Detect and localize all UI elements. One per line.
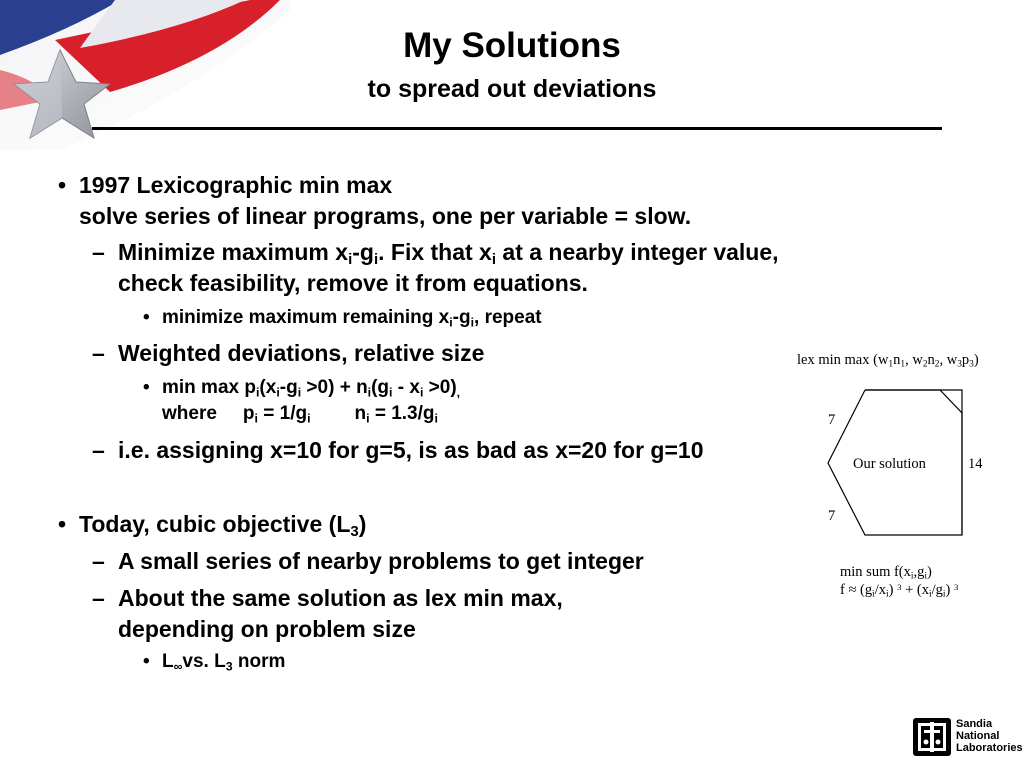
bullet-2b-line1: About the same solution as lex min max, [118, 585, 563, 611]
dash-marker: – [92, 548, 105, 574]
bullet-1a-line2: check feasibility, remove it from equations. [118, 270, 588, 296]
diagram-top-label: lex $\min \max (w_1n_1$, $w_2n_2$, $w_3p_3$) [797, 352, 979, 370]
bullet-1b-i-line2: where $p_i = 1/g_i$ $n_i = 1.3/g_i$ [162, 403, 438, 426]
bullet-1c: i.e. assigning x=10 for g=5, is as bad as x=20 for g=10 [118, 437, 704, 463]
dash-marker: – [92, 340, 105, 366]
bullet-1b: Weighted deviations, relative size [118, 340, 485, 366]
diagram-bottom-line1: min sum $f(x_i,g_i)$ [840, 564, 932, 582]
title-divider [92, 127, 942, 130]
bullet-1a-i: minimize maximum remaining $x_i-g_i$, repeat [162, 307, 542, 330]
bullet-1-line1: 1997 Lexicographic min max [79, 172, 393, 198]
sandia-logo-text: Sandia National Laboratories [956, 718, 1023, 754]
dash-marker: – [92, 585, 105, 611]
bullet-2: Today, cubic objective $(L_3)$ [79, 511, 367, 541]
diagram-bottom-line2: $f \approx (g_i/x_i) ^3 + (x_i/g_i)$ $^3$ [840, 582, 959, 600]
bullet-2a: A small series of nearby problems to get integer [118, 548, 644, 574]
page-title: My Solutions [403, 26, 621, 65]
bullet-marker: • [58, 172, 67, 198]
diagram-right-value: 14 [968, 456, 983, 472]
dash-marker: – [92, 239, 105, 265]
bullet-1a-line1: Minimize maximum $x_i-g_i$. Fix that $x_i$ at a nearby integer value, [118, 239, 779, 269]
bullet-marker: • [143, 651, 150, 672]
bullet-marker: • [143, 377, 150, 398]
bullet-2b-line2: depending on problem size [118, 616, 416, 642]
bullet-marker: • [143, 307, 150, 328]
dash-marker: – [92, 437, 105, 463]
bullet-2b-i: $L_\infty vs$. $L_3$ norm [162, 651, 286, 674]
diagram-center-label: Our solution [853, 456, 926, 472]
bullet-marker: • [58, 511, 67, 537]
bullet-1b-i-line1: $\min \max p_i(x_i-g_i >0) + n_i(g_i - x_i >0)_,$ [162, 377, 461, 400]
bullet-1-line2: solve series of linear programs, one per variable = slow. [79, 203, 692, 229]
page-subtitle: to spread out deviations [367, 75, 657, 103]
diagram-left-top-value: 7 [828, 412, 836, 428]
diagram-left-bottom-value: 7 [828, 508, 836, 524]
